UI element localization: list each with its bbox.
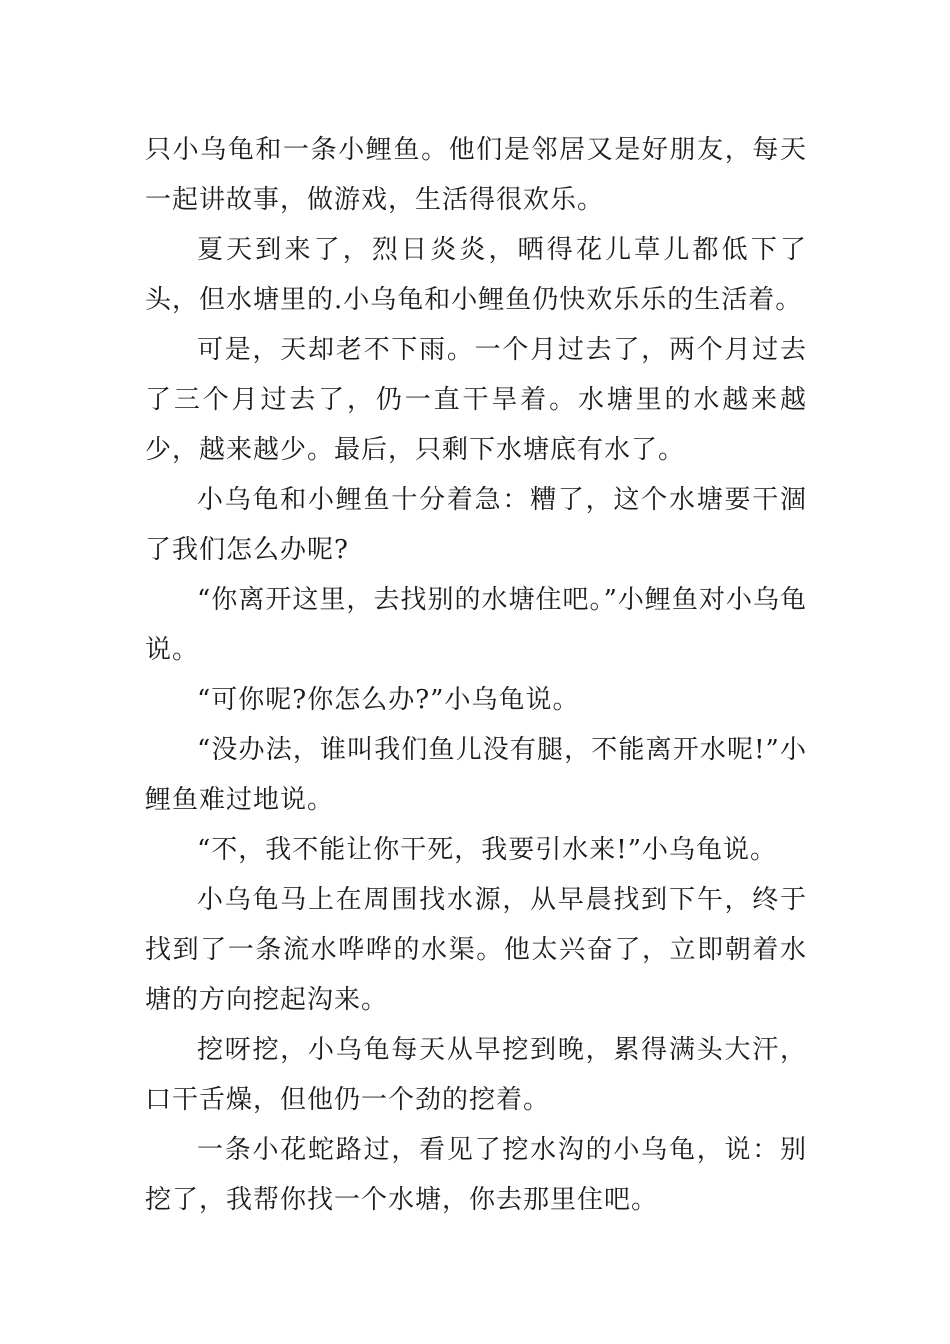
paragraph: 小乌龟和小鲤鱼十分着急：糟了，这个水塘要干涸了我们怎么办呢? [145, 485, 807, 565]
paragraph: 一条小花蛇路过，看见了挖水沟的小乌龟，说：别挖了，我帮你找一个水塘，你去那里住吧。 [145, 1135, 807, 1215]
paragraph: 只小乌龟和一条小鲤鱼。他们是邻居又是好朋友，每天一起讲故事，做游戏，生活得很欢乐。 [145, 135, 807, 215]
paragraph: 可是，天却老不下雨。一个月过去了，两个月过去了三个月过去了，仍一直干旱着。水塘里的水越来越少，越来越少。最后，只剩下水塘底有水了。 [145, 335, 807, 465]
paragraph: “不，我不能让你干死，我要引水来!”小乌龟说。 [197, 835, 778, 865]
paragraph: “没办法，谁叫我们鱼儿没有腿，不能离开水呢!”小鲤鱼难过地说。 [145, 735, 807, 815]
paragraph: 挖呀挖，小乌龟每天从早挖到晚，累得满头大汗，口干舌燥，但他仍一个劲的挖着。 [145, 1035, 807, 1115]
story-text-body [145, 125, 807, 1225]
paragraph: “你离开这里，去找别的水塘住吧。”小鲤鱼对小乌龟说。 [145, 585, 807, 665]
paragraph: “可你呢?你怎么办?”小乌龟说。 [197, 685, 580, 715]
paragraph: 小乌龟马上在周围找水源，从早晨找到下午，终于找到了一条流水哗哗的水渠。他太兴奋了，立即朝着水塘的方向挖起沟来。 [145, 885, 807, 1015]
paragraph: 夏天到来了，烈日炎炎，晒得花儿草儿都低下了头，但水塘里的.小乌龟和小鲤鱼仍快欢乐乐的生活着。 [145, 235, 807, 315]
